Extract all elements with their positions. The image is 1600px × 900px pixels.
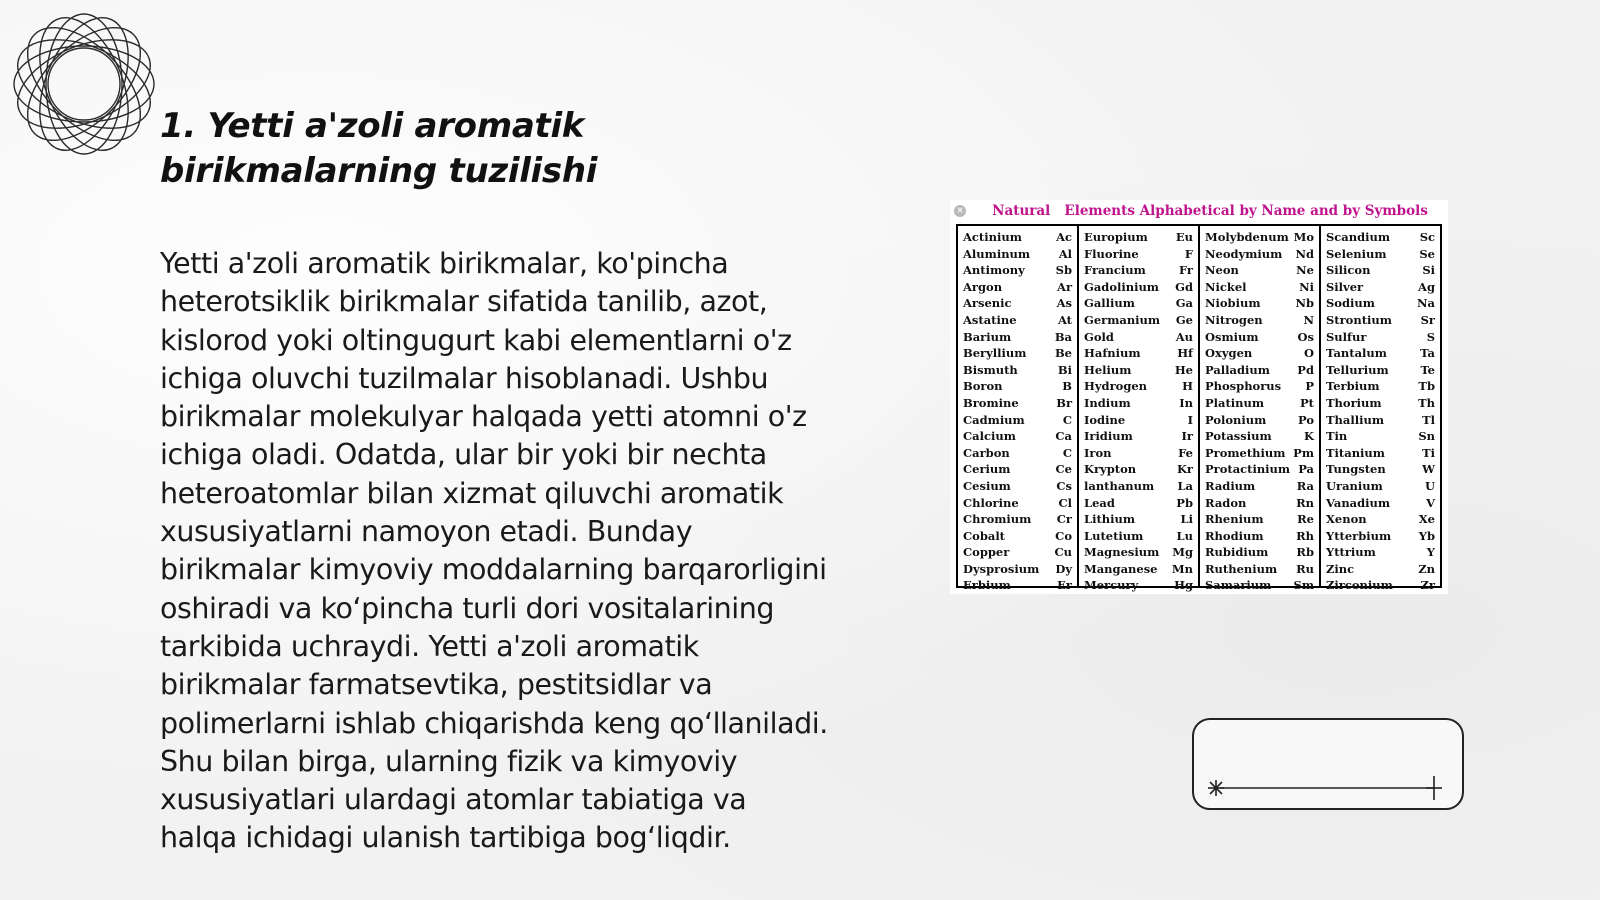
element-symbol: Pa: [1298, 462, 1314, 477]
element-symbol: Th: [1418, 395, 1435, 410]
element-name: Palladium: [1205, 362, 1270, 377]
element-row: [1079, 577, 1198, 594]
element-symbol: U: [1424, 478, 1435, 493]
element-symbol: O: [1303, 346, 1314, 361]
element-symbol: N: [1303, 312, 1314, 327]
element-row: [1079, 511, 1198, 528]
slide-title: 1. Yetti a'zoli aromatik birikmalarning tuzilishi: [160, 106, 598, 191]
element-name: Radium: [1205, 478, 1256, 493]
element-table-figure: [950, 200, 1448, 594]
element-row: [958, 544, 1077, 561]
element-table-header-title: Elements Alphabetical by Name and by Symbols: [1064, 203, 1428, 219]
element-name: Platinum: [1205, 395, 1265, 410]
element-name: Bismuth: [963, 362, 1018, 377]
element-symbol: Mn: [1171, 561, 1193, 576]
element-symbol: In: [1179, 395, 1193, 410]
element-name: Dysprosium: [963, 561, 1040, 576]
element-row: [958, 478, 1077, 495]
element-row: [1079, 229, 1198, 246]
element-symbol: Fe: [1178, 445, 1193, 460]
element-name: Erbium: [963, 578, 1011, 593]
element-name: Thallium: [1326, 412, 1385, 427]
element-row: [1200, 312, 1319, 329]
element-name: Protactinium: [1205, 462, 1291, 477]
element-row: [1200, 345, 1319, 362]
element-name: Fluorine: [1084, 246, 1139, 261]
element-symbol: Hg: [1174, 578, 1193, 593]
element-name: Sulfur: [1326, 329, 1367, 344]
scale-bar-widget: [1192, 718, 1464, 810]
element-table-header-prefix: Natural: [992, 203, 1051, 219]
element-row: [1079, 412, 1198, 429]
element-row: [958, 412, 1077, 429]
element-row: [958, 511, 1077, 528]
element-symbol: Br: [1056, 395, 1072, 410]
element-row: [1321, 561, 1440, 578]
element-name: Rubidium: [1205, 545, 1269, 560]
element-row: [958, 395, 1077, 412]
element-name: Uranium: [1326, 478, 1383, 493]
element-row: [1321, 511, 1440, 528]
element-name: Europium: [1084, 230, 1148, 244]
element-row: [1321, 312, 1440, 329]
element-symbol: Au: [1175, 329, 1193, 344]
element-name: Strontium: [1326, 312, 1392, 327]
element-row: [958, 445, 1077, 462]
element-name: Antimony: [963, 263, 1025, 278]
element-row: [1079, 428, 1198, 445]
element-name: Argon: [963, 279, 1003, 294]
element-name: Ytterbium: [1326, 528, 1392, 543]
element-row: [1200, 295, 1319, 312]
element-row: [958, 528, 1077, 545]
element-row: [1200, 445, 1319, 462]
element-name: Lead: [1084, 495, 1115, 510]
element-symbol: Rh: [1296, 528, 1314, 543]
element-symbol: Mo: [1293, 230, 1314, 244]
element-row: [1321, 428, 1440, 445]
element-row: [1321, 345, 1440, 362]
element-row: [1079, 445, 1198, 462]
element-symbol: Sc: [1419, 230, 1435, 244]
element-row: [1079, 312, 1198, 329]
element-row: [1200, 329, 1319, 346]
element-row: [958, 362, 1077, 379]
element-symbol: Li: [1180, 512, 1193, 527]
element-name: Phosphorus: [1205, 379, 1282, 394]
element-name: Barium: [963, 329, 1012, 344]
element-name: Indium: [1084, 395, 1131, 410]
element-symbol: Ir: [1181, 429, 1193, 444]
element-name: Bromine: [963, 395, 1019, 410]
element-name: Samarium: [1205, 578, 1272, 593]
element-name: Magnesium: [1084, 545, 1160, 560]
element-name: Silver: [1326, 279, 1364, 294]
element-name: Rhenium: [1205, 512, 1264, 527]
element-symbol: Er: [1057, 578, 1072, 593]
element-symbol: At: [1057, 312, 1072, 327]
element-row: [958, 495, 1077, 512]
element-symbol: Se: [1419, 246, 1435, 261]
element-name: Krypton: [1084, 462, 1137, 477]
element-row: [1200, 362, 1319, 379]
element-table-header: [950, 200, 1448, 222]
element-symbol: Bi: [1057, 362, 1072, 377]
element-name: Nitrogen: [1205, 312, 1263, 327]
element-row: [958, 295, 1077, 312]
element-name: Cesium: [963, 478, 1011, 493]
element-symbol: Xe: [1418, 512, 1435, 527]
element-name: Hydrogen: [1084, 379, 1148, 394]
element-symbol: Ge: [1175, 312, 1193, 327]
element-row: [1321, 495, 1440, 512]
element-symbol: Co: [1055, 528, 1072, 543]
element-row: [1321, 378, 1440, 395]
element-name: Astatine: [963, 312, 1017, 327]
element-symbol: Ga: [1175, 296, 1193, 311]
element-symbol: Sn: [1418, 429, 1435, 444]
element-name: Germanium: [1084, 312, 1161, 327]
element-symbol: Ni: [1299, 279, 1314, 294]
element-name: Cerium: [963, 462, 1011, 477]
element-name: lanthanum: [1084, 478, 1155, 493]
element-name: Silicon: [1326, 263, 1371, 278]
element-symbol: Ca: [1055, 429, 1072, 444]
element-table-grid: [956, 224, 1442, 593]
element-symbol: Pm: [1293, 445, 1314, 460]
element-symbol: Na: [1417, 296, 1435, 311]
element-name: Beryllium: [963, 346, 1027, 361]
element-symbol: Ba: [1054, 329, 1072, 344]
element-symbol: Gd: [1175, 279, 1193, 294]
element-row: [1321, 445, 1440, 462]
element-row: [1321, 544, 1440, 561]
element-name: Yttrium: [1326, 545, 1376, 560]
element-name: Radon: [1205, 495, 1247, 510]
element-row: [958, 577, 1077, 594]
element-row: [1200, 428, 1319, 445]
element-row: [1200, 561, 1319, 578]
element-row: [1200, 478, 1319, 495]
element-symbol: Yb: [1418, 528, 1435, 543]
element-symbol: Eu: [1175, 230, 1193, 244]
element-row: [1321, 362, 1440, 379]
element-symbol: Mg: [1172, 545, 1193, 560]
element-name: Neodymium: [1205, 246, 1283, 261]
element-name: Scandium: [1326, 230, 1391, 244]
element-row: [1200, 461, 1319, 478]
element-row: [958, 461, 1077, 478]
element-name: Hafnium: [1084, 346, 1141, 361]
element-name: Potassium: [1205, 429, 1272, 444]
element-row: [1200, 262, 1319, 279]
element-symbol: Dy: [1055, 561, 1072, 576]
element-symbol: As: [1056, 296, 1072, 311]
element-row: [1321, 329, 1440, 346]
element-row: [1079, 279, 1198, 296]
element-symbol: Te: [1420, 362, 1435, 377]
element-symbol: Ag: [1418, 279, 1435, 294]
element-row: [1321, 246, 1440, 263]
element-row: [958, 329, 1077, 346]
element-row: [1079, 295, 1198, 312]
element-symbol: H: [1182, 379, 1193, 394]
element-row: [1200, 495, 1319, 512]
element-symbol: Pt: [1300, 395, 1314, 410]
element-symbol: Y: [1426, 545, 1435, 560]
element-row: [1321, 577, 1440, 594]
element-row: [1321, 229, 1440, 246]
element-name: Lithium: [1084, 512, 1136, 527]
element-symbol: Ar: [1057, 279, 1072, 294]
element-name: Francium: [1084, 263, 1146, 278]
element-row: [958, 312, 1077, 329]
element-name: Rhodium: [1205, 528, 1264, 543]
element-row: [958, 345, 1077, 362]
element-row: [1200, 246, 1319, 263]
element-table-column: [958, 226, 1079, 593]
element-symbol: S: [1426, 329, 1435, 344]
element-symbol: Cu: [1054, 545, 1072, 560]
element-row: [1321, 412, 1440, 429]
element-symbol: Be: [1054, 346, 1072, 361]
element-row: [1200, 577, 1319, 594]
element-name: Chlorine: [963, 495, 1019, 510]
element-row: [958, 378, 1077, 395]
element-symbol: Ne: [1296, 263, 1314, 278]
geometric-rosette-icon: [8, 8, 160, 160]
element-name: Promethium: [1205, 445, 1286, 460]
element-name: Ruthenium: [1205, 561, 1278, 576]
element-row: [958, 561, 1077, 578]
element-name: Tellurium: [1326, 362, 1389, 377]
element-symbol: Pd: [1297, 362, 1314, 377]
element-symbol: C: [1062, 412, 1072, 427]
element-symbol: B: [1062, 379, 1072, 394]
element-symbol: Al: [1058, 246, 1072, 261]
close-icon[interactable]: ×: [954, 205, 966, 217]
element-name: Manganese: [1084, 561, 1158, 576]
element-row: [1321, 279, 1440, 296]
element-name: Vanadium: [1326, 495, 1391, 510]
element-name: Nickel: [1205, 279, 1247, 294]
element-row: [958, 279, 1077, 296]
element-symbol: Rn: [1296, 495, 1314, 510]
crosshair-icon: [1426, 776, 1442, 800]
element-row: [1079, 262, 1198, 279]
element-name: Thorium: [1326, 395, 1382, 410]
element-row: [1079, 362, 1198, 379]
element-symbol: W: [1422, 462, 1435, 477]
element-row: [1079, 478, 1198, 495]
element-name: Molybdenum: [1205, 230, 1289, 244]
element-row: [1079, 246, 1198, 263]
element-table-column: [1079, 226, 1200, 593]
element-symbol: Cl: [1058, 495, 1072, 510]
element-symbol: Nd: [1295, 246, 1314, 261]
element-row: [1079, 544, 1198, 561]
element-name: Copper: [963, 545, 1010, 560]
element-row: [1200, 511, 1319, 528]
element-name: Arsenic: [963, 296, 1012, 311]
element-symbol: C: [1062, 445, 1072, 460]
element-symbol: Ta: [1420, 346, 1435, 361]
element-symbol: I: [1187, 412, 1193, 427]
element-name: Carbon: [963, 445, 1010, 460]
element-name: Iron: [1084, 445, 1112, 460]
element-row: [1321, 461, 1440, 478]
element-row: [1079, 345, 1198, 362]
element-name: Zinc: [1326, 561, 1355, 576]
element-symbol: Os: [1297, 329, 1314, 344]
element-symbol: Zn: [1418, 561, 1435, 576]
element-symbol: Hf: [1177, 346, 1193, 361]
element-row: [1200, 378, 1319, 395]
element-row: [1200, 528, 1319, 545]
element-name: Tantalum: [1326, 346, 1387, 361]
element-symbol: Ce: [1055, 462, 1072, 477]
element-row: [958, 246, 1077, 263]
element-row: [1079, 561, 1198, 578]
element-name: Xenon: [1326, 512, 1367, 527]
element-name: Sodium: [1326, 296, 1375, 311]
element-symbol: He: [1174, 362, 1193, 377]
slide-body-text: Yetti a'zoli aromatik birikmalar, ko'pincha heterotsiklik birikmalar sifatida tanilib, azot, kislorod yoki oltingugurt kabi elementlarni o'z ichiga oluvchi tuzilmalar hisoblanadi. Ushbu birikmalar molekulyar halqada yetti atomni o'z ichiga oladi. Odatda, ular bir yoki bir nechta heteroatomlar bilan xizmat qiluvchi aromatik xususiyatlarni namoyon etadi. Bunday birikmalar kimyoviy moddalarning barqarorligini oshiradi va ko‘pincha turli dori vositalarining tarkibida uchraydi. Yetti a'zoli aromatik birikmalar farmatsevtika, pestitsidlar va polimerlarni ishlab chiqarishda keng qo‘llaniladi. Shu bilan birga, ularning fizik va kimyoviy xususiyatlari ulardagi atomlar tabiatiga va halqa ichidagi ulanish tartibiga bog‘liqdir.: [160, 247, 828, 855]
element-symbol: La: [1177, 478, 1193, 493]
element-row: [1200, 229, 1319, 246]
element-name: Titanium: [1326, 445, 1385, 460]
element-symbol: Sr: [1420, 312, 1435, 327]
element-row: [1079, 528, 1198, 545]
element-name: Cadmium: [963, 412, 1025, 427]
element-name: Terbium: [1326, 379, 1380, 394]
element-symbol: Pb: [1176, 495, 1193, 510]
element-name: Gold: [1084, 329, 1114, 344]
element-symbol: F: [1184, 246, 1193, 261]
element-name: Helium: [1084, 362, 1132, 377]
element-symbol: Tl: [1422, 412, 1435, 427]
element-symbol: Ru: [1296, 561, 1314, 576]
element-name: Osmium: [1205, 329, 1259, 344]
element-name: Gallium: [1084, 296, 1135, 311]
element-name: Tin: [1326, 429, 1348, 444]
element-symbol: Cr: [1056, 512, 1072, 527]
element-table-column: [1200, 226, 1321, 593]
element-row: [1200, 279, 1319, 296]
element-name: Mercury: [1084, 578, 1139, 593]
element-name: Calcium: [963, 429, 1016, 444]
element-row: [1321, 478, 1440, 495]
element-name: Oxygen: [1205, 346, 1253, 361]
element-name: Iodine: [1084, 412, 1126, 427]
element-symbol: Zr: [1420, 578, 1435, 593]
element-name: Aluminum: [963, 246, 1031, 261]
element-row: [1079, 495, 1198, 512]
element-symbol: Kr: [1176, 462, 1193, 477]
element-symbol: Ac: [1056, 230, 1072, 244]
element-symbol: Lu: [1176, 528, 1193, 543]
element-symbol: Fr: [1178, 263, 1193, 278]
element-name: Selenium: [1326, 246, 1387, 261]
element-row: [1321, 528, 1440, 545]
element-symbol: Ti: [1422, 445, 1435, 460]
element-row: [1079, 395, 1198, 412]
element-name: Lutetium: [1084, 528, 1144, 543]
element-row: [1321, 262, 1440, 279]
element-name: Actinium: [963, 230, 1022, 244]
element-row: [1200, 412, 1319, 429]
element-symbol: Tb: [1418, 379, 1435, 394]
element-symbol: Cs: [1056, 478, 1072, 493]
element-symbol: Nb: [1295, 296, 1314, 311]
element-name: Gadolinium: [1084, 279, 1159, 294]
element-row: [1079, 329, 1198, 346]
element-symbol: Sm: [1293, 578, 1314, 593]
element-row: [1321, 395, 1440, 412]
element-symbol: Re: [1297, 512, 1314, 527]
element-name: Neon: [1205, 263, 1239, 278]
element-row: [1079, 378, 1198, 395]
element-name: Boron: [963, 379, 1003, 394]
element-symbol: Sb: [1055, 263, 1072, 278]
element-table-column: [1321, 226, 1440, 593]
element-symbol: V: [1426, 495, 1435, 510]
element-name: Iridium: [1084, 429, 1133, 444]
element-name: Chromium: [963, 512, 1032, 527]
element-row: [1321, 295, 1440, 312]
element-row: [1200, 544, 1319, 561]
element-name: Niobium: [1205, 296, 1261, 311]
element-name: Tungsten: [1326, 462, 1386, 477]
element-symbol: K: [1304, 429, 1314, 444]
element-row: [958, 428, 1077, 445]
element-row: [958, 262, 1077, 279]
element-row: [1079, 461, 1198, 478]
element-row: [1200, 395, 1319, 412]
element-symbol: P: [1305, 379, 1314, 394]
element-symbol: Rb: [1296, 545, 1314, 560]
element-symbol: Si: [1422, 263, 1435, 278]
element-row: [958, 229, 1077, 246]
element-name: Polonium: [1205, 412, 1267, 427]
element-name: Zirconium: [1326, 578, 1393, 593]
element-symbol: Po: [1297, 412, 1314, 427]
element-symbol: Ra: [1296, 478, 1314, 493]
element-name: Cobalt: [963, 528, 1005, 543]
